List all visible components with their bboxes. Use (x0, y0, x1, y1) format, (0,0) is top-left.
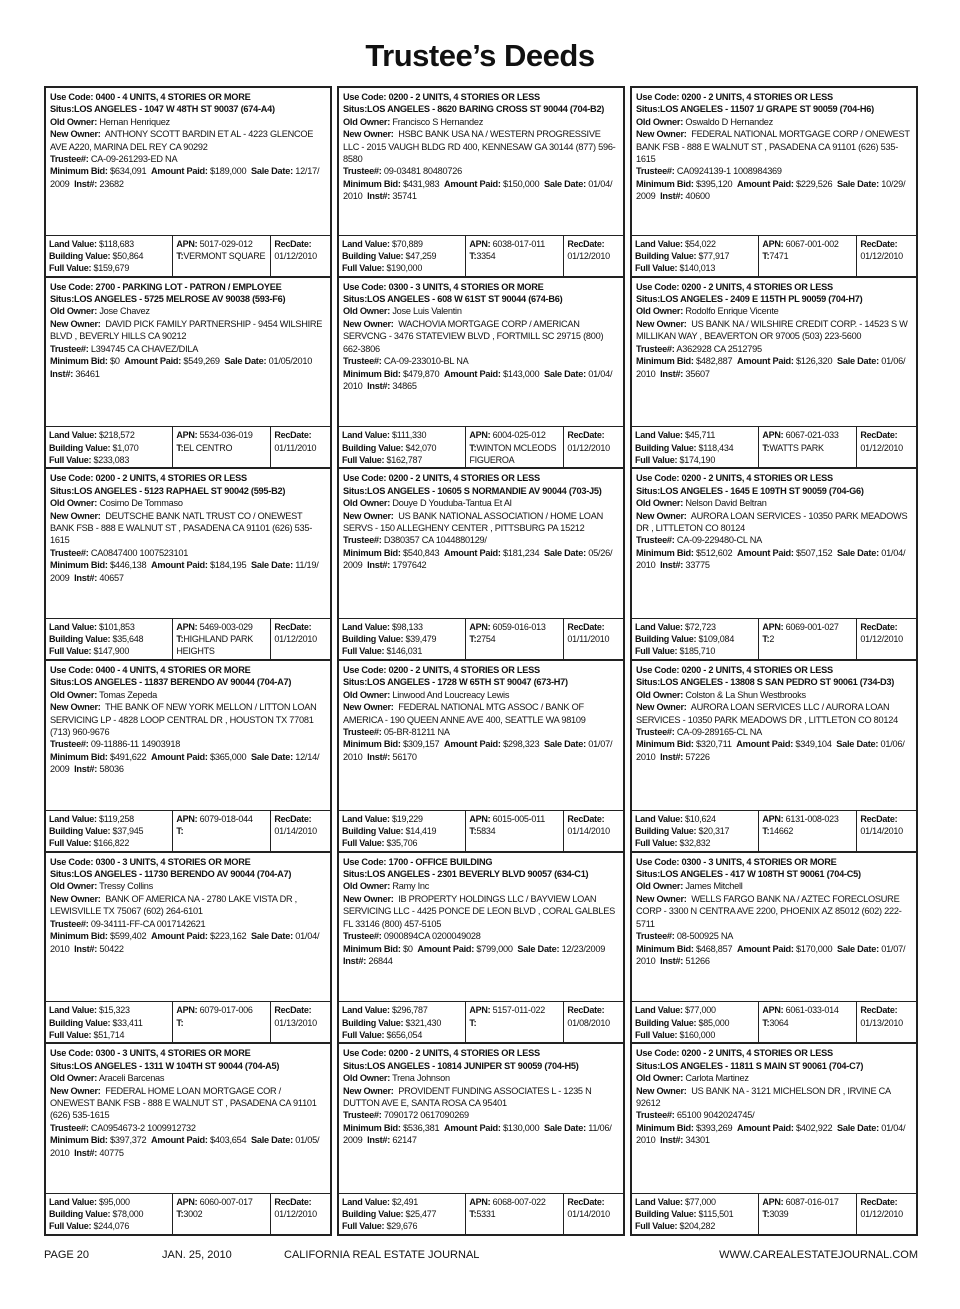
use-code-line: Use Code: 0200 - 2 UNITS, 4 STORIES OR LESS (50, 473, 247, 484)
trustee-line: Trustee#: 0900894CA 0200049028 (343, 931, 481, 942)
value-cell: Land Value: $15,323 Building Value: $33,411 Full Value: $51,714 (49, 1005, 143, 1040)
deed-record (337, 661, 625, 853)
value-cell: Land Value: $296,787 Building Value: $321,430 Full Value: $656,054 (342, 1005, 442, 1040)
new-owner-line: New Owner: FEDERAL NATIONAL MORTGAGE CORP / ONEWEST BANK FSB - 888 E WALNUT ST , PASADENA CA 91101 (626) 535-1615 (636, 129, 910, 165)
recdate-cell: RecDate: 01/13/2010 (856, 1002, 916, 1042)
record-details (339, 853, 623, 1002)
apn-cell: APN: 6131-008-023 T:14662 (758, 811, 856, 851)
new-owner-line: New Owner: FEDERAL NATIONAL MTG ASSOC / BANK OF AMERICA - 190 QUEEN ANNE AVE 400, SEATTLE WA 98109 (343, 702, 586, 725)
value-cell: Land Value: $111,330 Building Value: $42,070 Full Value: $162,787 (342, 430, 437, 465)
recdate-cell: RecDate: 01/12/2010 (270, 1194, 330, 1234)
deed-record (337, 278, 625, 470)
deed-record (44, 86, 332, 278)
apn-cell: APN: 6067-021-033 T:WATTS PARK (758, 427, 856, 467)
deed-record (44, 469, 332, 661)
bid-line: Minimum Bid: $512,602 Amount Paid: $507,152 Sale Date: 01/04/ 2010 Inst#: 33775 (636, 547, 906, 571)
situs-line: Situs:LOS ANGELES - 2409 E 115TH PL 90059 (704-H7) (636, 294, 863, 305)
bid-line: Minimum Bid: $599,402 Amount Paid: $223,162 Sale Date: 01/04/ 2010 Inst#: 50422 (50, 931, 320, 954)
old-owner-line: Old Owner: Cosimo De Tommaso (50, 498, 183, 509)
apn-cell: APN: 6038-017-011 T:3354 (465, 236, 563, 276)
apn-cell: APN: 5017-029-012 T:VERMONT SQUARE (172, 236, 270, 276)
old-owner-line: Old Owner: Rodolfo Enrique Vicente (636, 306, 779, 317)
value-cell: Land Value: $77,000 Building Value: $115,501 Full Value: $204,282 (635, 1197, 734, 1232)
situs-line: Situs:LOS ANGELES - 417 W 108TH ST 90061 (704-C5) (636, 869, 861, 880)
bid-line: Minimum Bid: $634,091 Amount Paid: $189,000 Sale Date: 12/17/ 2009 Inst#: 23682 (50, 166, 320, 189)
apn-cell: APN: 5469-003-029 T:HIGHLAND PARK HEIGHTS (172, 619, 270, 659)
new-owner-line: New Owner: WELLS FARGO BANK NA / AZTEC FORECLOSURE CORP - 3300 N CENTRA AVE 2200, PHOENIX AZ 85012 (602) 222-5711 (636, 893, 902, 929)
record-values (632, 1001, 916, 1042)
deed-record (337, 86, 625, 278)
record-details (632, 88, 916, 235)
deed-record (44, 661, 332, 853)
bid-line: Minimum Bid: $309,157 Amount Paid: $298,323 Sale Date: 01/07/ 2010 Inst#: 56170 (343, 739, 613, 762)
record-values (632, 618, 916, 659)
trustee-line: Trustee#: CA0924139-1 1008984369 (636, 166, 782, 177)
value-cell: Land Value: $77,000 Building Value: $85,000 Full Value: $160,000 (635, 1005, 730, 1040)
recdate-cell: RecDate: 01/12/2010 (856, 236, 916, 276)
trustee-line: Trustee#: CA-09-261293-ED NA (50, 154, 178, 165)
record-values (632, 1193, 916, 1234)
new-owner-line: New Owner: HSBC BANK USA NA / WESTERN PROGRESSIVE LLC - 2015 VAUGH BLDG RD 400, KENNESAW GA 30144 (877) 596-8580 (343, 129, 616, 165)
old-owner-line: Old Owner: Trena Johnson (343, 1073, 450, 1084)
record-details (46, 661, 330, 810)
bid-line: Minimum Bid: $536,381 Amount Paid: $130,000 Sale Date: 11/06/ 2009 Inst#: 62147 (343, 1122, 612, 1146)
recdate-cell: RecDate: 01/12/2010 (270, 236, 330, 276)
situs-line: Situs:LOS ANGELES - 11507 1/ GRAPE ST 90059 (704-H6) (636, 104, 874, 115)
deed-record (630, 1044, 918, 1236)
value-cell: Land Value: $2,491 Building Value: $25,477 Full Value: $29,676 (342, 1197, 437, 1232)
value-cell: Land Value: $45,711 Building Value: $118,434 Full Value: $174,190 (635, 430, 734, 465)
bid-line: Minimum Bid: $431,983 Amount Paid: $150,000 Sale Date: 01/04/ 2010 Inst#: 35741 (343, 178, 613, 202)
value-cell: Land Value: $70,889 Building Value: $47,259 Full Value: $190,000 (342, 238, 437, 274)
record-values (339, 235, 623, 276)
records-grid (44, 86, 918, 1236)
old-owner-line: Old Owner: Araceli Barcenas (50, 1073, 165, 1084)
bid-line: Minimum Bid: $393,269 Amount Paid: $402,922 Sale Date: 01/04/ 2010 Inst#: 34301 (636, 1122, 906, 1146)
new-owner-line: New Owner: FEDERAL HOME LOAN MORTGAGE COR / ONEWEST BANK FSB - 888 E WALNUT ST , PASADENA CA 91101 (626) 535-1615 (50, 1085, 317, 1121)
recdate-cell: RecDate: 01/14/2010 (856, 811, 916, 851)
record-details (339, 469, 623, 618)
trustee-line: Trustee#: 05-BR-81211 NA (343, 727, 450, 738)
situs-line: Situs:LOS ANGELES - 10814 JUNIPER ST 90059 (704-H5) (343, 1060, 579, 1071)
use-code-line: Use Code: 2700 - PARKING LOT - PATRON / EMPLOYEE (50, 281, 282, 292)
bid-line: Minimum Bid: $320,711 Amount Paid: $349,104 Sale Date: 01/06/ 2010 Inst#: 57226 (636, 739, 905, 762)
use-code-line: Use Code: 0200 - 2 UNITS, 4 STORIES OR LESS (343, 1048, 540, 1059)
new-owner-line: New Owner: US BANK NA / WILSHIRE CREDIT CORP. - 14523 S W MILLIKAN WAY , BEAVERTON OR 97005 (503) 223-5600 (636, 318, 908, 342)
use-code-line: Use Code: 0200 - 2 UNITS, 4 STORIES OR LESS (636, 665, 833, 675)
footer-date: JAN. 25, 2010 (162, 1249, 232, 1261)
page-footer (44, 1249, 918, 1261)
apn-cell: APN: 6067-001-002 T:7471 (758, 236, 856, 276)
deed-record (44, 1044, 332, 1236)
recdate-cell: RecDate: 01/12/2010 (856, 427, 916, 467)
value-cell: Land Value: $98,133 Building Value: $39,479 Full Value: $146,031 (342, 622, 437, 657)
situs-line: Situs:LOS ANGELES - 11811 S MAIN ST 90061 (704-C7) (636, 1060, 864, 1071)
situs-line: Situs:LOS ANGELES - 8620 BARING CROSS ST 90044 (704-B2) (343, 104, 605, 115)
old-owner-line: Old Owner: Jose Chavez (50, 306, 150, 317)
use-code-line: Use Code: 0400 - 4 UNITS, 4 STORIES OR MORE (50, 92, 251, 102)
situs-line: Situs:LOS ANGELES - 5123 RAPHAEL ST 90042 (595-B2) (50, 485, 286, 496)
old-owner-line: Old Owner: Linwood And Loucreacy Lewis (343, 689, 510, 700)
old-owner-line: Old Owner: Ramy Inc (343, 881, 430, 892)
apn-cell: APN: 5534-036-019 T:EL CENTRO (172, 427, 270, 467)
deed-record (44, 278, 332, 470)
new-owner-line: New Owner: PROVIDENT FUNDING ASSOCIATES L - 1235 N DUTTON AVE E, SANTA ROSA CA 95401 (343, 1085, 592, 1108)
deed-record (337, 469, 625, 661)
record-values (46, 810, 330, 851)
record-values (46, 1001, 330, 1042)
bid-line: Minimum Bid: $482,887 Amount Paid: $126,320 Sale Date: 01/06/ 2010 Inst#: 35607 (636, 356, 906, 379)
deed-record (337, 1044, 625, 1236)
use-code-line: Use Code: 0400 - 4 UNITS, 4 STORIES OR MORE (50, 665, 251, 675)
value-cell: Land Value: $19,229 Building Value: $14,419 Full Value: $35,706 (342, 813, 437, 849)
deed-record (630, 661, 918, 853)
use-code-line: Use Code: 0300 - 3 UNITS, 4 STORIES OR MORE (50, 856, 251, 867)
situs-line: Situs:LOS ANGELES - 2301 BEVERLY BLVD 90057 (634-C1) (343, 869, 589, 880)
record-details (339, 278, 623, 427)
recdate-cell: RecDate: 01/11/2010 (563, 619, 623, 659)
new-owner-line: New Owner: THE BANK OF NEW YORK MELLON / LITTON LOAN SERVICING LP - 4828 LOOP CENTRAL DR , HOUSTON TX 77081 (713) 960-9676 (50, 702, 317, 738)
value-cell: Land Value: $10,624 Building Value: $20,317 Full Value: $32,832 (635, 813, 730, 849)
old-owner-line: Old Owner: Carlota Martinez (636, 1073, 749, 1084)
record-values (632, 426, 916, 467)
situs-line: Situs:LOS ANGELES - 10605 S NORMANDIE AV 90044 (703-J5) (343, 485, 602, 496)
record-details (632, 661, 916, 810)
trustee-line: Trustee#: CA0847400 1007523101 (50, 547, 189, 558)
recdate-cell: RecDate: 01/12/2010 (856, 1194, 916, 1234)
new-owner-line: New Owner: ANTHONY SCOTT BARDIN ET AL - 4223 GLENCOE AVE A220, MARINA DEL REY CA 90292 (50, 129, 314, 152)
deed-record (630, 853, 918, 1045)
record-details (46, 1044, 330, 1193)
apn-cell: APN: 5157-011-022 T: (465, 1002, 563, 1042)
use-code-line: Use Code: 0200 - 2 UNITS, 4 STORIES OR LESS (343, 665, 540, 675)
record-details (339, 661, 623, 810)
trustee-line: Trustee#: CA-09-229480-CL NA (636, 535, 762, 546)
use-code-line: Use Code: 0200 - 2 UNITS, 4 STORIES OR LESS (636, 1048, 833, 1059)
footer-page-number: PAGE 20 (44, 1249, 90, 1261)
record-details (632, 278, 916, 427)
bid-line: Minimum Bid: $0 Amount Paid: $549,269 Sale Date: 01/05/2010 Inst#: 36461 (50, 356, 313, 379)
record-details (46, 88, 330, 235)
apn-cell: APN: 6004-025-012 T:WINTON MCLEODS FIGUEROA (465, 427, 563, 467)
bid-line: Minimum Bid: $395,120 Amount Paid: $229,526 Sale Date: 10/29/ 2009 Inst#: 40600 (636, 178, 906, 202)
new-owner-line: New Owner: US BANK NA - 3121 MICHELSON DR , IRVINE CA 92612 (636, 1085, 891, 1108)
trustee-line: Trustee#: D380357 CA 1044880129/ (343, 535, 487, 546)
deed-record (630, 469, 918, 661)
new-owner-line: New Owner: DEUTSCHE BANK NATL TRUST CO / ONEWEST BANK FSB - 888 E WALNUT ST , PASADENA CA 91101 (626) 535-1615 (50, 510, 312, 546)
use-code-line: Use Code: 0300 - 3 UNITS, 4 STORIES OR MORE (343, 281, 544, 292)
footer-publication: CALIFORNIA REAL ESTATE JOURNAL (284, 1249, 480, 1261)
apn-cell: APN: 6069-001-027 T:2 (758, 619, 856, 659)
record-values (46, 426, 330, 467)
situs-line: Situs:LOS ANGELES - 608 W 61ST ST 90044 (674-B6) (343, 294, 563, 305)
recdate-cell: RecDate: 01/13/2010 (270, 1002, 330, 1042)
trustee-line: Trustee#: CA-09-233010-BL NA (343, 356, 469, 367)
record-values (339, 1193, 623, 1234)
apn-cell: APN: 6079-018-044 T: (172, 811, 270, 851)
page-title: Trustee’s Deeds (365, 38, 595, 73)
record-details (632, 1044, 916, 1193)
trustee-line: Trustee#: L394745 CA CHAVEZ/DILA (50, 343, 199, 354)
recdate-cell: RecDate: 01/14/2010 (563, 1194, 623, 1234)
bid-line: Minimum Bid: $479,870 Amount Paid: $143,000 Sale Date: 01/04/ 2010 Inst#: 34865 (343, 368, 613, 391)
recdate-cell: RecDate: 01/14/2010 (270, 811, 330, 851)
record-details (46, 278, 330, 427)
use-code-line: Use Code: 0300 - 3 UNITS, 4 STORIES OR MORE (50, 1048, 251, 1059)
bid-line: Minimum Bid: $0 Amount Paid: $799,000 Sale Date: 12/23/2009 Inst#: 26844 (343, 943, 606, 966)
situs-line: Situs:LOS ANGELES - 1047 W 48TH ST 90037 (674-A4) (50, 104, 275, 115)
old-owner-line: Old Owner: Tomas Zepeda (50, 689, 157, 700)
deed-record (630, 86, 918, 278)
record-values (46, 235, 330, 276)
record-values (632, 810, 916, 851)
new-owner-line: New Owner: DAVID PICK FAMILY PARTNERSHIP - 9454 WILSHIRE BLVD , BEVERLY HILLS CA 90212 (50, 318, 323, 342)
value-cell: Land Value: $72,723 Building Value: $109,084 Full Value: $185,710 (635, 622, 735, 657)
value-cell: Land Value: $95,000 Building Value: $78,000 Full Value: $244,076 (49, 1197, 144, 1232)
value-cell: Land Value: $54,022 Building Value: $77,917 Full Value: $140,013 (635, 238, 730, 274)
record-values (46, 618, 330, 659)
record-values (339, 618, 623, 659)
record-values (339, 810, 623, 851)
situs-line: Situs:LOS ANGELES - 11837 BERENDO AV 90044 (704-A7) (50, 677, 292, 688)
record-details (339, 88, 623, 235)
use-code-line: Use Code: 1700 - OFFICE BUILDING (343, 856, 493, 867)
trustee-line: Trustee#: 09-34111-FF-CA 0017142621 (50, 918, 206, 929)
trustee-line: Trustee#: 08-500925 NA (636, 931, 734, 942)
deed-record (44, 853, 332, 1045)
apn-cell: APN: 6059-016-013 T:2754 (465, 619, 563, 659)
old-owner-line: Old Owner: Nelson David Beltran (636, 498, 767, 509)
trustee-line: Trustee#: CA-09-289165-CL NA (636, 727, 762, 738)
record-details (46, 469, 330, 618)
situs-line: Situs:LOS ANGELES - 13808 S SAN PEDRO ST 90061 (734-D3) (636, 677, 895, 688)
value-cell: Land Value: $101,853 Building Value: $35,648 Full Value: $147,900 (49, 622, 144, 657)
new-owner-line: New Owner: BANK OF AMERICA NA - 2780 LAKE VISTA DR , LEWISVILLE TX 75067 (602) 264-6101 (50, 893, 297, 917)
bid-line: Minimum Bid: $540,843 Amount Paid: $181,234 Sale Date: 05/26/ 2009 Inst#: 1797642 (343, 547, 613, 571)
recdate-cell: RecDate: 01/12/2010 (856, 619, 916, 659)
deed-record (337, 853, 625, 1045)
apn-cell: APN: 6015-005-011 T:5834 (465, 811, 563, 851)
use-code-line: Use Code: 0200 - 2 UNITS, 4 STORIES OR LESS (343, 92, 540, 102)
bid-line: Minimum Bid: $397,372 Amount Paid: $403,654 Sale Date: 01/05/ 2010 Inst#: 40775 (50, 1135, 320, 1158)
footer-website[interactable]: WWW.CAREALESTATEJOURNAL.COM (719, 1249, 918, 1261)
situs-line: Situs:LOS ANGELES - 5725 MELROSE AV 90038 (593-F6) (50, 294, 286, 305)
trustee-line: Trustee#: CA0954673-2 1009912732 (50, 1122, 196, 1133)
record-values (339, 1001, 623, 1042)
record-values (46, 1193, 330, 1234)
new-owner-line: New Owner: AURORA LOAN SERVICES - 10350 PARK MEADOWS DR , LITTLETON CO 80124 (636, 510, 908, 533)
old-owner-line: Old Owner: Tressy Collins (50, 881, 154, 892)
old-owner-line: Old Owner: Douye D Youduba-Tantua Et Al (343, 498, 512, 509)
record-details (632, 469, 916, 618)
value-cell: Land Value: $119,258 Building Value: $37,945 Full Value: $166,822 (49, 813, 144, 849)
record-values (632, 235, 916, 276)
use-code-line: Use Code: 0200 - 2 UNITS, 4 STORIES OR LESS (636, 92, 833, 102)
record-details (632, 853, 916, 1002)
bid-line: Minimum Bid: $468,857 Amount Paid: $170,000 Sale Date: 01/07/ 2010 Inst#: 51266 (636, 943, 906, 966)
trustee-line: Trustee#: 09-11886-11 14903918 (50, 739, 181, 750)
value-cell: Land Value: $218,572 Building Value: $1,070 Full Value: $233,083 (49, 430, 139, 465)
new-owner-line: New Owner: US BANK NATIONAL ASSOCIATION / HOME LOAN SERVS - 150 ALLEGHENY CENTER , PITTSBURG PA 15212 (343, 510, 603, 533)
recdate-cell: RecDate: 01/08/2010 (563, 1002, 623, 1042)
recdate-cell: RecDate: 01/12/2010 (563, 236, 623, 276)
trustee-line: Trustee#: 65100 9042024745/ (636, 1110, 755, 1121)
old-owner-line: Old Owner: Colston & La Shun Westbrooks (636, 689, 806, 700)
recdate-cell: RecDate: 01/14/2010 (563, 811, 623, 851)
new-owner-line: New Owner: IB PROPERTY HOLDINGS LLC / BAYVIEW LOAN SERVICING LLC - 4425 PONCE DE LEON BLVD , CORAL GALBLES FL 33146 (800) 457-5105 (343, 893, 616, 929)
value-cell: Land Value: $118,683 Building Value: $50,864 Full Value: $159,679 (49, 238, 144, 274)
recdate-cell: RecDate: 01/12/2010 (270, 619, 330, 659)
bid-line: Minimum Bid: $491,622 Amount Paid: $365,000 Sale Date: 12/14/ 2009 Inst#: 58036 (50, 751, 320, 775)
old-owner-line: Old Owner: Jose Luis Valentin (343, 306, 462, 317)
apn-cell: APN: 6060-007-017 T:3002 (172, 1194, 270, 1234)
record-values (339, 426, 623, 467)
old-owner-line: Old Owner: Francisco S Hernandez (343, 116, 484, 127)
situs-line: Situs:LOS ANGELES - 1311 W 104TH ST 90044 (704-A5) (50, 1060, 280, 1071)
situs-line: Situs:LOS ANGELES - 1645 E 109TH ST 90059 (704-G6) (636, 485, 864, 496)
situs-line: Situs:LOS ANGELES - 11730 BERENDO AV 90044 (704-A7) (50, 869, 292, 880)
trustee-line: Trustee#: A362928 CA 2512795 (636, 343, 762, 354)
use-code-line: Use Code: 0200 - 2 UNITS, 4 STORIES OR LESS (343, 473, 540, 484)
old-owner-line: Old Owner: Hernan Henriquez (50, 116, 170, 127)
situs-line: Situs:LOS ANGELES - 1728 W 65TH ST 90047 (673-H7) (343, 677, 568, 688)
use-code-line: Use Code: 0300 - 3 UNITS, 4 STORIES OR MORE (636, 856, 837, 867)
apn-cell: APN: 6087-016-017 T:3039 (758, 1194, 856, 1234)
apn-cell: APN: 6061-033-014 T:3064 (758, 1002, 856, 1042)
use-code-line: Use Code: 0200 - 2 UNITS, 4 STORIES OR LESS (636, 281, 833, 292)
record-details (46, 853, 330, 1002)
apn-cell: APN: 6068-007-022 T:5331 (465, 1194, 563, 1234)
deed-record (630, 278, 918, 470)
recdate-cell: RecDate: 01/12/2010 (563, 427, 623, 467)
old-owner-line: Old Owner: James Mitchell (636, 881, 743, 892)
apn-cell: APN: 6079-017-006 T: (172, 1002, 270, 1042)
new-owner-line: New Owner: AURORA LOAN SERVICES LLC / AURORA LOAN SERVICES - 10350 PARK MEADOWS DR , LITTLETON CO 80124 (636, 702, 898, 725)
record-details (339, 1044, 623, 1193)
new-owner-line: New Owner: WACHOVIA MORTGAGE CORP / AMERICAN SERVCNG - 3476 STATEVIEW BLVD , FORTMILL SC 29715 (800) 662-3806 (343, 318, 604, 354)
bid-line: Minimum Bid: $446,138 Amount Paid: $184,195 Sale Date: 11/19/ 2009 Inst#: 40657 (50, 560, 319, 583)
trustee-line: Trustee#: 09-03481 80480726 (343, 166, 462, 177)
trustee-line: Trustee#: 7090172 0617090269 (343, 1110, 469, 1121)
old-owner-line: Old Owner: Oswaldo D Hernandez (636, 116, 774, 127)
use-code-line: Use Code: 0200 - 2 UNITS, 4 STORIES OR LESS (636, 473, 833, 484)
recdate-cell: RecDate: 01/11/2010 (270, 427, 330, 467)
